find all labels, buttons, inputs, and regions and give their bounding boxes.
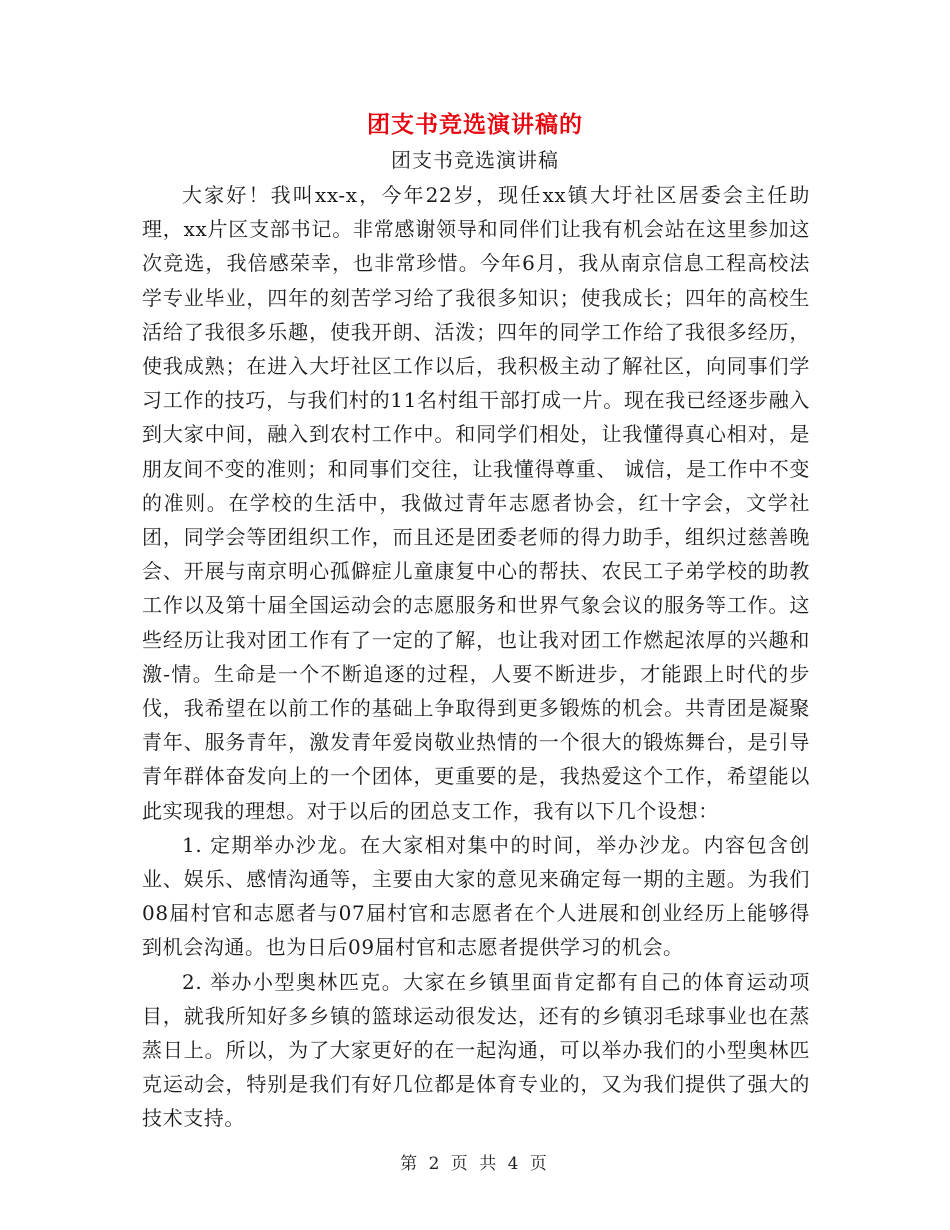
paragraph-item-1: 1. 定期举办沙龙。在大家相对集中的时间，举办沙龙。内容包含创业、娱乐、感情沟通等，主要由大家的意见来确定每一期的主题。为我们08届村官和志愿者与07届村官和志愿者在个人进展和创业经历上能够得到机会沟通。也为日后09届村官和志愿者提供学习的机会。 (142, 832, 810, 960)
page-number-footer: 第 2 页 共 4 页 (400, 1154, 550, 1174)
document-subtitle: 团支书竞选演讲稿 (391, 148, 559, 172)
document-body (142, 178, 810, 1136)
paragraph-item-2: 2. 举办小型奥林匹克。大家在乡镇里面肯定都有自己的体育运动项目，就我所知好多乡镇的篮球运动很发达，还有的乡镇羽毛球事业也在蒸蒸日上。所以，为了大家更好的在一起沟通，可以举办我们的小型奥林匹克运动会，特别是我们有好几位都是体育专业的，又为我们提供了强大的技术支持。 (142, 969, 810, 1131)
document-title: 团支书竞选演讲稿的 (367, 111, 583, 138)
paragraph-intro: 大家好！我叫xx-x，今年22岁，现任xx镇大圩社区居委会主任助理，xx片区支部书记。非常感谢领导和同伴们让我有机会站在这里参加这次竞选，我倍感荣幸，也非常珍惜。今年6月，我从南京信息工程高校法学专业毕业，四年的刻苦学习给了我很多知识；使我成长；四年的高校生活给了我很多乐趣，使我开朗、活泼；四年的同学工作给了我很多经历，使我成熟；在进入大圩社区工作以后，我积极主动了解社区，向同事们学习工作的技巧，与我们村的11名村组干部打成一片。现在我已经逐步融入到大家中间，融入到农村工作中。和同学们相处，让我懂得真心相对，是朋友间不变的准则；和同事们交往，让我懂得尊重、 诚信，是工作中不变的准则。在学校的生活中，我做过青年志愿者协会，红十字会，文学社团，同学会等团组织工作，而且还是团委老师的得力助手，组织过慈善晚会、开展与南京明心孤僻症儿童康复中心的帮扶、农民工子弟学校的助教工作以及第十届全国运动会的志愿服务和世界气象会议的服务等工作。这些经历让我对团工作有了一定的了解，也让我对团工作燃起浓厚的兴趣和激-情。生命是一个不断追逐的过程，人要不断进步，才能跟上时代的步伐，我希望在以前工作的基础上争取得到更多锻炼的机会。共青团是凝聚青年、服务青年，激发青年爱岗敬业热情的一个很大的锻炼舞台，是引导青年群体奋发向上的一个团体，更重要的是，我热爱这个工作，希望能以此实现我的理想。对于以后的团总支工作，我有以下几个设想： (142, 183, 810, 823)
